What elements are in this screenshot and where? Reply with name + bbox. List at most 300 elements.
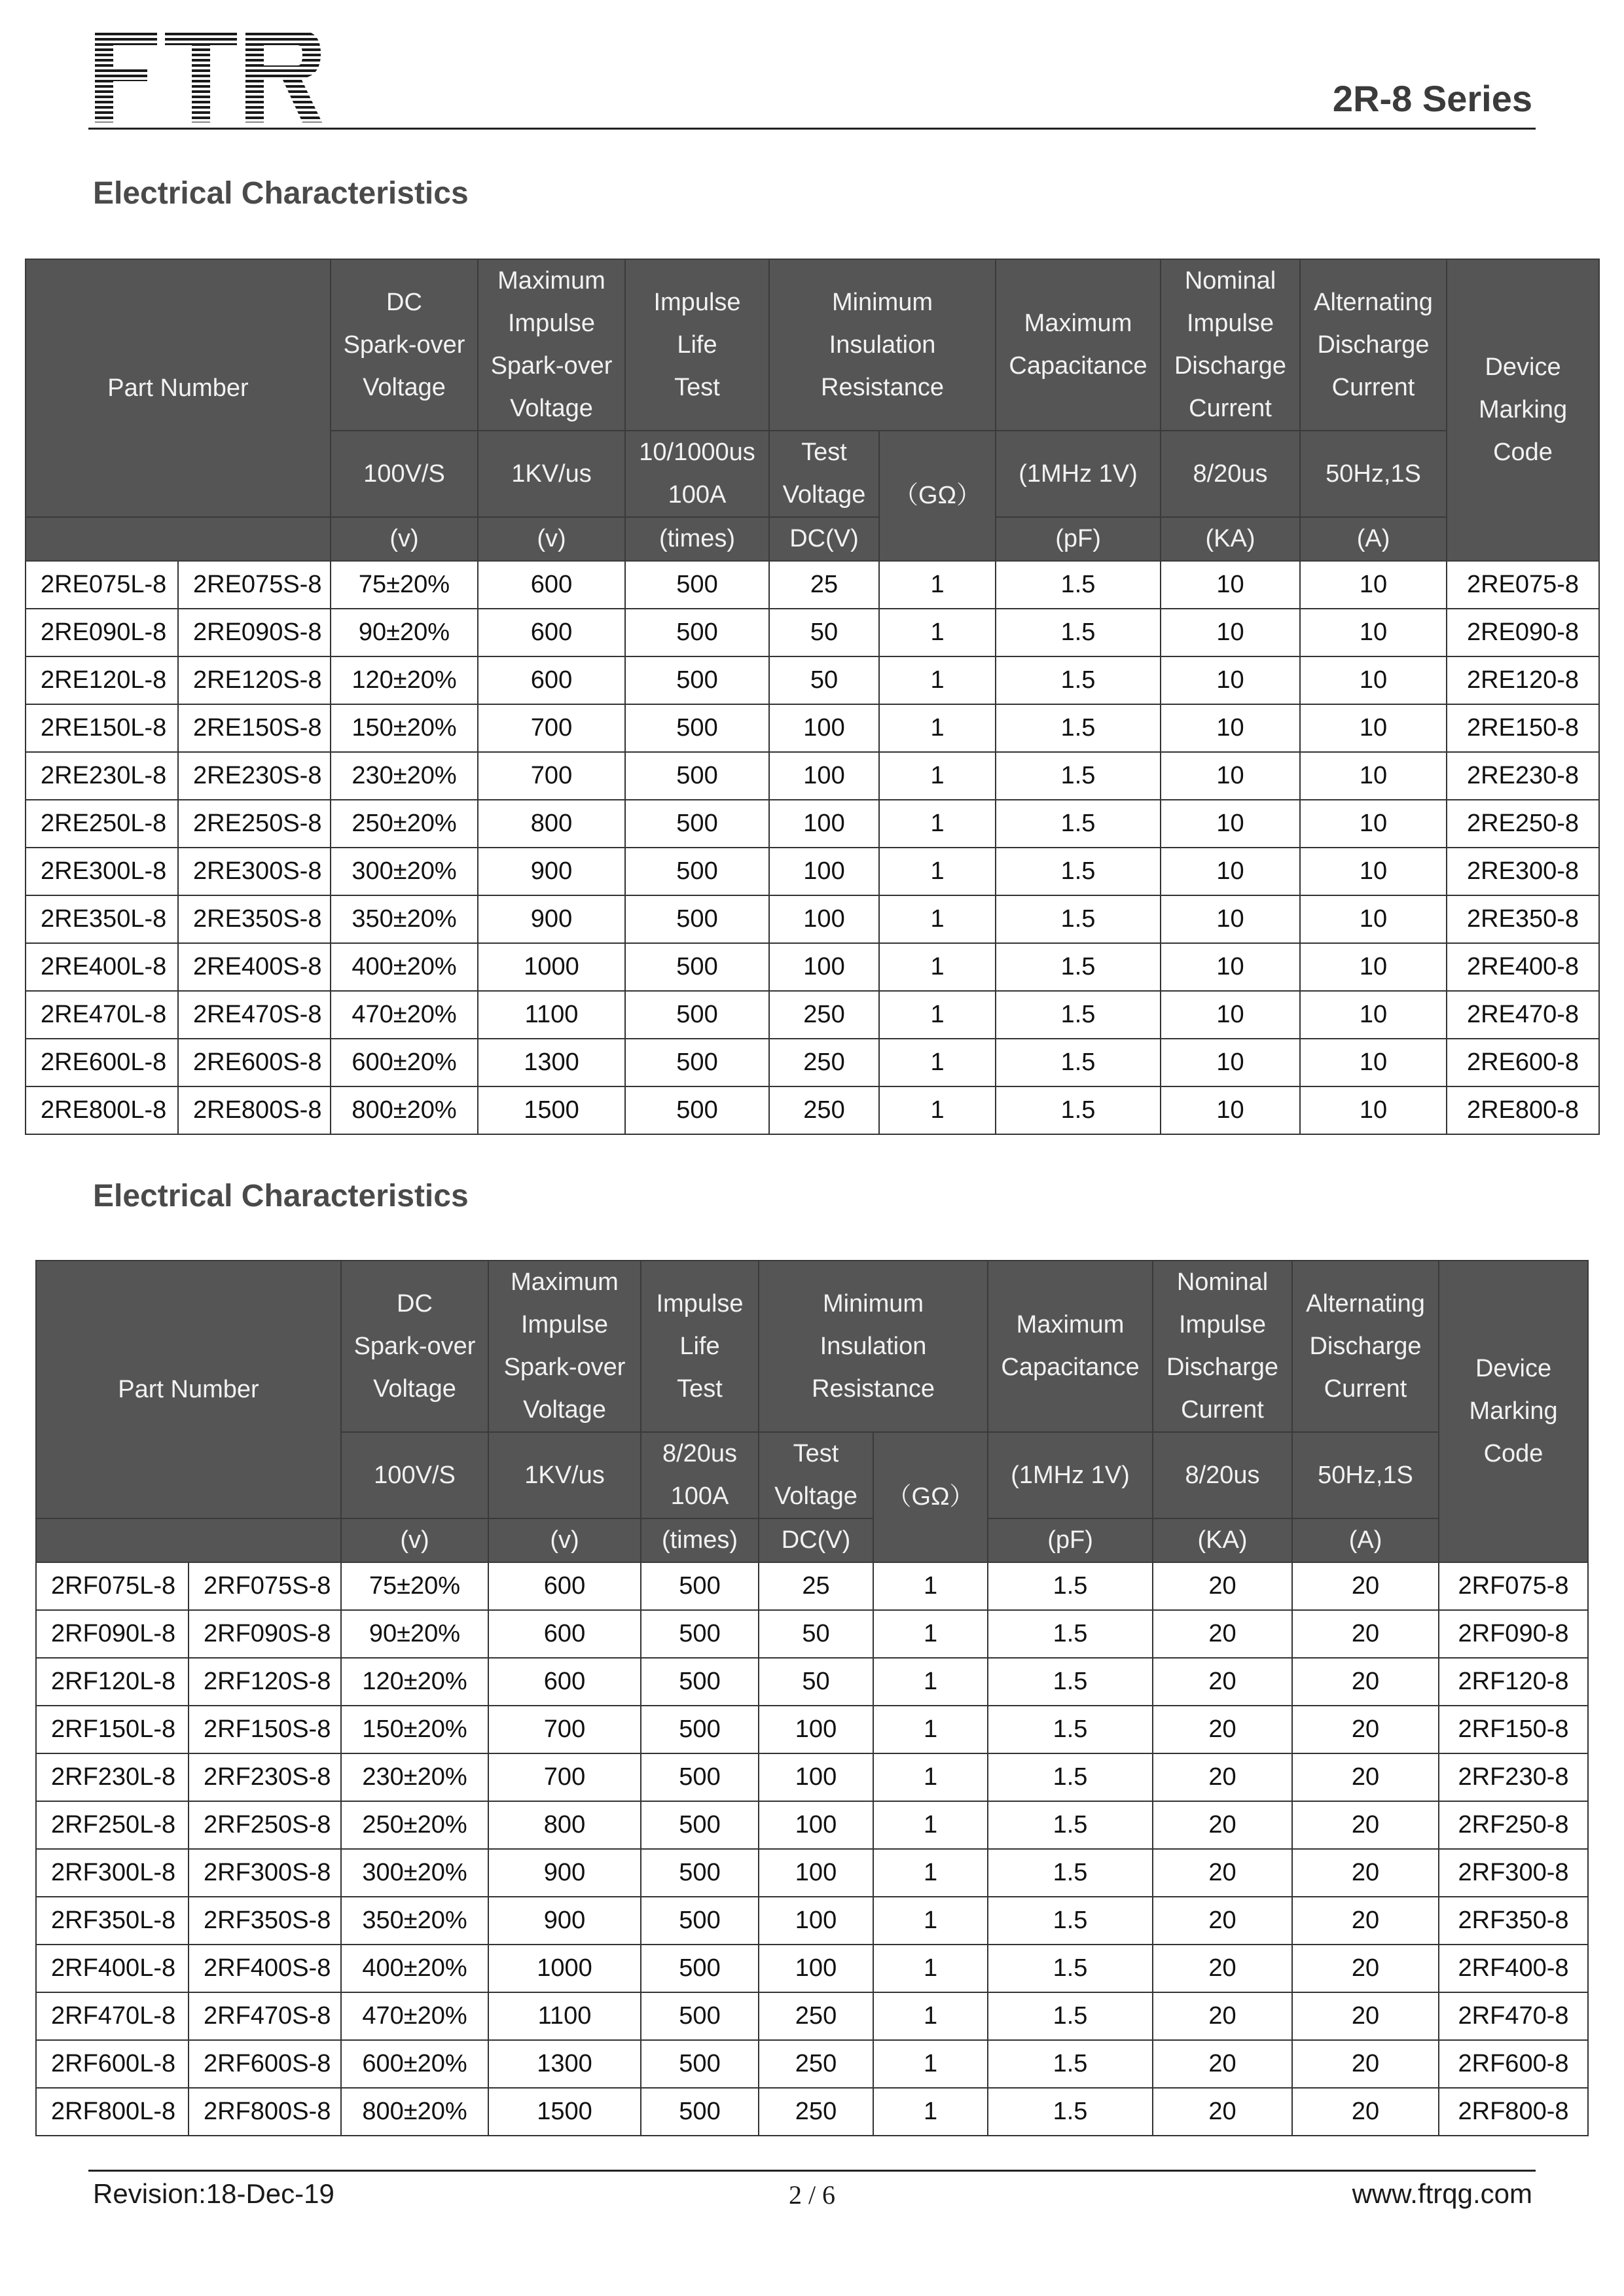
table-cell: 100 [759,1706,873,1753]
table-cell: 2RE400L-8 [26,943,178,991]
table-row [36,1706,1588,1753]
header-device-marking: Device Marking Code [1439,1261,1588,1562]
table-cell: 1.5 [996,848,1161,895]
table-cell: 250 [759,2040,873,2088]
table-cell: 20 [1292,1658,1439,1706]
table-cell: 10 [1161,991,1300,1039]
table-row [26,991,1599,1039]
table-cell: 1.5 [988,1897,1153,1945]
table-cell: 2RE090-8 [1447,609,1599,656]
table-row [36,1658,1588,1706]
table-cell: 2RF300L-8 [36,1849,189,1897]
cond-life: 8/20us 100A [641,1432,759,1518]
ftr-logo [92,27,327,126]
table-cell: 2RE300L-8 [26,848,178,895]
table-cell: 2RF230S-8 [189,1753,341,1801]
unit-a: (A) [1300,517,1447,561]
table-cell: 100 [759,1897,873,1945]
table-cell: 1 [879,752,996,800]
table-cell: 20 [1292,2088,1439,2136]
table-row [36,1610,1588,1658]
table-cell: 1 [873,1610,988,1658]
table-row [26,848,1599,895]
table-cell: 50 [759,1610,873,1658]
table-cell: 1500 [478,1086,625,1134]
table-cell: 1 [879,561,996,609]
table-cell: 900 [488,1849,641,1897]
table-cell: 500 [625,704,769,752]
table-cell: 2RE120S-8 [178,656,331,704]
table-cell: 500 [641,1753,759,1801]
cond-dc: 100V/S [341,1432,488,1518]
table-cell: 10 [1161,704,1300,752]
cond-alternating: 50Hz,1S [1292,1432,1439,1518]
table-cell: 2RF230L-8 [36,1753,189,1801]
unit-pf: (pF) [988,1518,1153,1562]
cond-alternating: 50Hz,1S [1300,431,1447,517]
table-cell: 900 [478,848,625,895]
cond-test-voltage: Test Voltage [769,431,879,517]
table-cell: 1.5 [996,991,1161,1039]
table-cell: 900 [478,895,625,943]
table-row [26,609,1599,656]
table-body-2re [26,561,1599,1134]
table-cell: 500 [625,800,769,848]
table-cell: 500 [625,656,769,704]
table-cell: 2RF075-8 [1439,1562,1588,1610]
table-cell: 230±20% [341,1753,488,1801]
table-cell: 20 [1292,1992,1439,2040]
table-cell: 10 [1161,656,1300,704]
table-cell: 10 [1300,800,1447,848]
table-cell: 500 [625,895,769,943]
table-cell: 10 [1300,895,1447,943]
table-cell: 600 [488,1610,641,1658]
table-cell: 900 [488,1897,641,1945]
table-cell: 1 [879,1086,996,1134]
header-alternating: Alternating Discharge Current [1300,259,1447,431]
table-cell: 2RE600S-8 [178,1039,331,1086]
table-cell: 500 [641,1610,759,1658]
table-cell: 250±20% [341,1801,488,1849]
table-cell: 700 [488,1753,641,1801]
table-cell: 800 [488,1801,641,1849]
table-cell: 20 [1153,1945,1292,1992]
header-dc-sparkover: DC Spark-over Voltage [341,1261,488,1432]
cond-nominal: 8/20us [1161,431,1300,517]
table-cell: 1 [879,800,996,848]
table-cell: 1 [873,1562,988,1610]
cond-impulse: 1KV/us [488,1432,641,1518]
table-cell: 1.5 [996,943,1161,991]
table-cell: 2RE350L-8 [26,895,178,943]
table-cell: 1 [879,848,996,895]
table-cell: 2RF120S-8 [189,1658,341,1706]
table-cell: 100 [759,1801,873,1849]
table-body-2rf [36,1562,1588,2136]
table-cell: 10 [1300,943,1447,991]
table-cell: 500 [641,2040,759,2088]
table-row [36,1801,1588,1849]
table-cell: 230±20% [331,752,478,800]
table-cell: 2RE300S-8 [178,848,331,895]
page-number: 2 / 6 [788,2180,836,2210]
table-cell: 1 [879,943,996,991]
table-cell: 20 [1292,1849,1439,1897]
table-cell: 600±20% [331,1039,478,1086]
table-cell: 2RF150S-8 [189,1706,341,1753]
table-cell: 20 [1292,1945,1439,1992]
unit-blank [26,517,331,561]
header-part-number: Part Number [36,1261,341,1518]
table-cell: 20 [1292,2040,1439,2088]
table-cell: 400±20% [331,943,478,991]
table-cell: 20 [1292,1897,1439,1945]
unit-ka: (KA) [1161,517,1300,561]
table-cell: 250 [769,991,879,1039]
table-cell: 600 [478,656,625,704]
unit-gohm: （GΩ） [873,1432,988,1562]
table-cell: 500 [625,561,769,609]
website-link[interactable]: www.ftrqg.com [1352,2178,1532,2209]
table-cell: 2RE090L-8 [26,609,178,656]
table-cell: 300±20% [331,848,478,895]
table-cell: 10 [1161,895,1300,943]
header-divider [88,128,1536,130]
table-cell: 2RE470S-8 [178,991,331,1039]
table-row [36,1849,1588,1897]
table-cell: 600 [478,609,625,656]
table-cell: 2RE075S-8 [178,561,331,609]
unit-times: (times) [641,1518,759,1562]
table-cell: 20 [1292,1562,1439,1610]
table-cell: 75±20% [341,1562,488,1610]
header-impulse-life: Impulse Life Test [641,1261,759,1432]
table-cell: 10 [1161,943,1300,991]
table-cell: 250 [759,2088,873,2136]
table-cell: 20 [1292,1801,1439,1849]
table-cell: 2RE350-8 [1447,895,1599,943]
table-cell: 2RF250L-8 [36,1801,189,1849]
table-row [26,800,1599,848]
table-cell: 10 [1300,561,1447,609]
revision-date: Revision:18-Dec-19 [93,2178,334,2209]
table-cell: 2RF150L-8 [36,1706,189,1753]
table-cell: 350±20% [341,1897,488,1945]
table-cell: 20 [1153,1610,1292,1658]
table-cell: 20 [1153,1562,1292,1610]
table-cell: 10 [1161,752,1300,800]
table-cell: 2RF800-8 [1439,2088,1588,2136]
table-cell: 2RF090L-8 [36,1610,189,1658]
table-cell: 20 [1292,1610,1439,1658]
header-nominal-impulse: Nominal Impulse Discharge Current [1161,259,1300,431]
table-cell: 2RE120-8 [1447,656,1599,704]
table-cell: 2RE600L-8 [26,1039,178,1086]
table-cell: 1 [879,991,996,1039]
table-cell: 1.5 [988,1753,1153,1801]
header-dc-sparkover: DC Spark-over Voltage [331,259,478,431]
table-cell: 2RF350-8 [1439,1897,1588,1945]
table-cell: 2RE400S-8 [178,943,331,991]
table-cell: 20 [1153,2040,1292,2088]
table-cell: 1 [879,895,996,943]
table-cell: 700 [478,752,625,800]
spec-table-2rf [35,1260,1589,2136]
table-cell: 2RE350S-8 [178,895,331,943]
table-cell: 2RF600S-8 [189,2040,341,2088]
table-cell: 470±20% [331,991,478,1039]
table-row [36,1897,1588,1945]
table-cell: 100 [769,943,879,991]
table-cell: 1.5 [996,1039,1161,1086]
table-row [36,1992,1588,2040]
header-max-impulse: Maximum Impulse Spark-over Voltage [478,259,625,431]
table-cell: 250 [769,1039,879,1086]
table-cell: 1 [873,2088,988,2136]
table-cell: 500 [625,1086,769,1134]
table-cell: 2RF150-8 [1439,1706,1588,1753]
table-cell: 250±20% [331,800,478,848]
table-cell: 500 [625,1039,769,1086]
table-cell: 75±20% [331,561,478,609]
cond-dc: 100V/S [331,431,478,517]
series-title: 2R-8 Series [1332,78,1532,119]
table-cell: 1.5 [988,1945,1153,1992]
table-cell: 1100 [488,1992,641,2040]
table-cell: 1 [879,656,996,704]
table-cell: 2RF230-8 [1439,1753,1588,1801]
cond-capacitance: (1MHz 1V) [996,431,1161,517]
unit-v2: (v) [488,1518,641,1562]
table-cell: 2RE470L-8 [26,991,178,1039]
table-cell: 250 [759,1992,873,2040]
header-device-marking: Device Marking Code [1447,259,1599,561]
table-cell: 20 [1153,1658,1292,1706]
table-cell: 1 [873,1992,988,2040]
header-max-capacitance: Maximum Capacitance [996,259,1161,431]
table-cell: 10 [1300,848,1447,895]
header-impulse-life: Impulse Life Test [625,259,769,431]
table-cell: 1.5 [996,656,1161,704]
table-cell: 1.5 [988,2088,1153,2136]
table-cell: 1300 [478,1039,625,1086]
unit-v: (v) [341,1518,488,1562]
table-cell: 2RF090S-8 [189,1610,341,1658]
table-cell: 2RF250-8 [1439,1801,1588,1849]
table-cell: 1.5 [988,1992,1153,2040]
table-cell: 100 [769,704,879,752]
header-part-number: Part Number [26,259,331,517]
table-cell: 800±20% [331,1086,478,1134]
table-cell: 2RE800L-8 [26,1086,178,1134]
spec-table-2re [25,259,1600,1135]
table-cell: 2RF300-8 [1439,1849,1588,1897]
table-cell: 2RF075S-8 [189,1562,341,1610]
table-cell: 1 [873,1753,988,1801]
table-cell: 2RF470L-8 [36,1992,189,2040]
table-cell: 800 [478,800,625,848]
table-cell: 2RE150-8 [1447,704,1599,752]
table-cell: 1.5 [988,1562,1153,1610]
table-cell: 1 [873,1706,988,1753]
table-cell: 10 [1300,991,1447,1039]
table-row [26,704,1599,752]
table-cell: 2RE230L-8 [26,752,178,800]
header-min-insulation: Minimum Insulation Resistance [769,259,996,431]
table-cell: 25 [759,1562,873,1610]
table-cell: 500 [641,1897,759,1945]
table-cell: 600±20% [341,2040,488,2088]
table-cell: 2RF400-8 [1439,1945,1588,1992]
header-nominal-impulse: Nominal Impulse Discharge Current [1153,1261,1292,1432]
table-cell: 1 [879,1039,996,1086]
table-cell: 2RF470S-8 [189,1992,341,2040]
table-cell: 2RE300-8 [1447,848,1599,895]
table-cell: 800±20% [341,2088,488,2136]
table-cell: 10 [1161,1039,1300,1086]
table-cell: 1.5 [996,609,1161,656]
table-cell: 1000 [478,943,625,991]
table-cell: 1.5 [988,1801,1153,1849]
table-cell: 2RF800L-8 [36,2088,189,2136]
unit-pf: (pF) [996,517,1161,561]
unit-a: (A) [1292,1518,1439,1562]
table-cell: 500 [625,848,769,895]
section-title-2: Electrical Characteristics [93,1179,469,1213]
table-row [26,752,1599,800]
table-cell: 500 [625,943,769,991]
table-cell: 300±20% [341,1849,488,1897]
table-cell: 2RF075L-8 [36,1562,189,1610]
table-cell: 500 [641,1562,759,1610]
table-cell: 1.5 [996,752,1161,800]
table-cell: 500 [625,752,769,800]
table-cell: 600 [488,1658,641,1706]
table-cell: 10 [1161,609,1300,656]
table-row [26,943,1599,991]
table-cell: 10 [1161,1086,1300,1134]
table-cell: 10 [1300,609,1447,656]
table-cell: 2RF350S-8 [189,1897,341,1945]
table-cell: 1 [873,2040,988,2088]
table-row [26,561,1599,609]
table-cell: 20 [1153,2088,1292,2136]
table-cell: 2RE800-8 [1447,1086,1599,1134]
table-cell: 700 [478,704,625,752]
table-row [26,1039,1599,1086]
table-cell: 100 [759,1753,873,1801]
table-cell: 1.5 [996,1086,1161,1134]
cond-impulse: 1KV/us [478,431,625,517]
table-cell: 1.5 [988,1610,1153,1658]
table-cell: 2RE230S-8 [178,752,331,800]
cond-nominal: 8/20us [1153,1432,1292,1518]
table-cell: 2RF400S-8 [189,1945,341,1992]
table-row [36,1562,1588,1610]
table-cell: 20 [1153,1753,1292,1801]
unit-v2: (v) [478,517,625,561]
table-cell: 2RE250-8 [1447,800,1599,848]
table-cell: 100 [769,752,879,800]
table-cell: 1.5 [988,2040,1153,2088]
table-cell: 2RF600L-8 [36,2040,189,2088]
table-cell: 100 [759,1849,873,1897]
table-cell: 2RE250S-8 [178,800,331,848]
table-cell: 500 [625,991,769,1039]
footer-divider [88,2170,1536,2172]
table-cell: 2RF600-8 [1439,2040,1588,2088]
table-cell: 1000 [488,1945,641,1992]
table-cell: 500 [641,1945,759,1992]
table-row [26,1086,1599,1134]
table-cell: 2RE400-8 [1447,943,1599,991]
table-cell: 20 [1153,1992,1292,2040]
table-cell: 50 [769,609,879,656]
table-cell: 10 [1300,752,1447,800]
table-cell: 50 [759,1658,873,1706]
table-cell: 100 [769,800,879,848]
table-cell: 1 [873,1801,988,1849]
table-cell: 2RE470-8 [1447,991,1599,1039]
header-alternating: Alternating Discharge Current [1292,1261,1439,1432]
table-cell: 1.5 [996,895,1161,943]
table-row [36,1945,1588,1992]
table-cell: 2RF350L-8 [36,1897,189,1945]
table-cell: 10 [1300,656,1447,704]
table-cell: 2RE250L-8 [26,800,178,848]
table-cell: 2RF300S-8 [189,1849,341,1897]
table-cell: 120±20% [341,1658,488,1706]
table-cell: 1 [879,704,996,752]
table-cell: 1100 [478,991,625,1039]
section-title-1: Electrical Characteristics [93,176,469,211]
table-cell: 1 [873,1897,988,1945]
header-min-insulation: Minimum Insulation Resistance [759,1261,988,1432]
table-cell: 2RE800S-8 [178,1086,331,1134]
cond-test-voltage: Test Voltage [759,1432,873,1518]
table-cell: 400±20% [341,1945,488,1992]
table-row [36,1753,1588,1801]
table-cell: 2RE075L-8 [26,561,178,609]
table-cell: 2RF090-8 [1439,1610,1588,1658]
table-cell: 10 [1161,848,1300,895]
table-cell: 10 [1161,800,1300,848]
table-cell: 500 [641,1992,759,2040]
table-cell: 25 [769,561,879,609]
table-cell: 600 [478,561,625,609]
table-cell: 500 [641,2088,759,2136]
table-cell: 2RF120L-8 [36,1658,189,1706]
table-cell: 120±20% [331,656,478,704]
cond-life: 10/1000us 100A [625,431,769,517]
table-cell: 2RF400L-8 [36,1945,189,1992]
table-cell: 90±20% [331,609,478,656]
table-row [26,895,1599,943]
table-row [36,2088,1588,2136]
table-cell: 100 [769,848,879,895]
cond-capacitance: (1MHz 1V) [988,1432,1153,1518]
table-cell: 1500 [488,2088,641,2136]
table-cell: 1300 [488,2040,641,2088]
table-cell: 1.5 [988,1706,1153,1753]
table-cell: 2RE600-8 [1447,1039,1599,1086]
table-cell: 20 [1292,1706,1439,1753]
unit-gohm: （GΩ） [879,431,996,561]
table-cell: 1 [873,1658,988,1706]
table-cell: 470±20% [341,1992,488,2040]
table-cell: 2RE120L-8 [26,656,178,704]
